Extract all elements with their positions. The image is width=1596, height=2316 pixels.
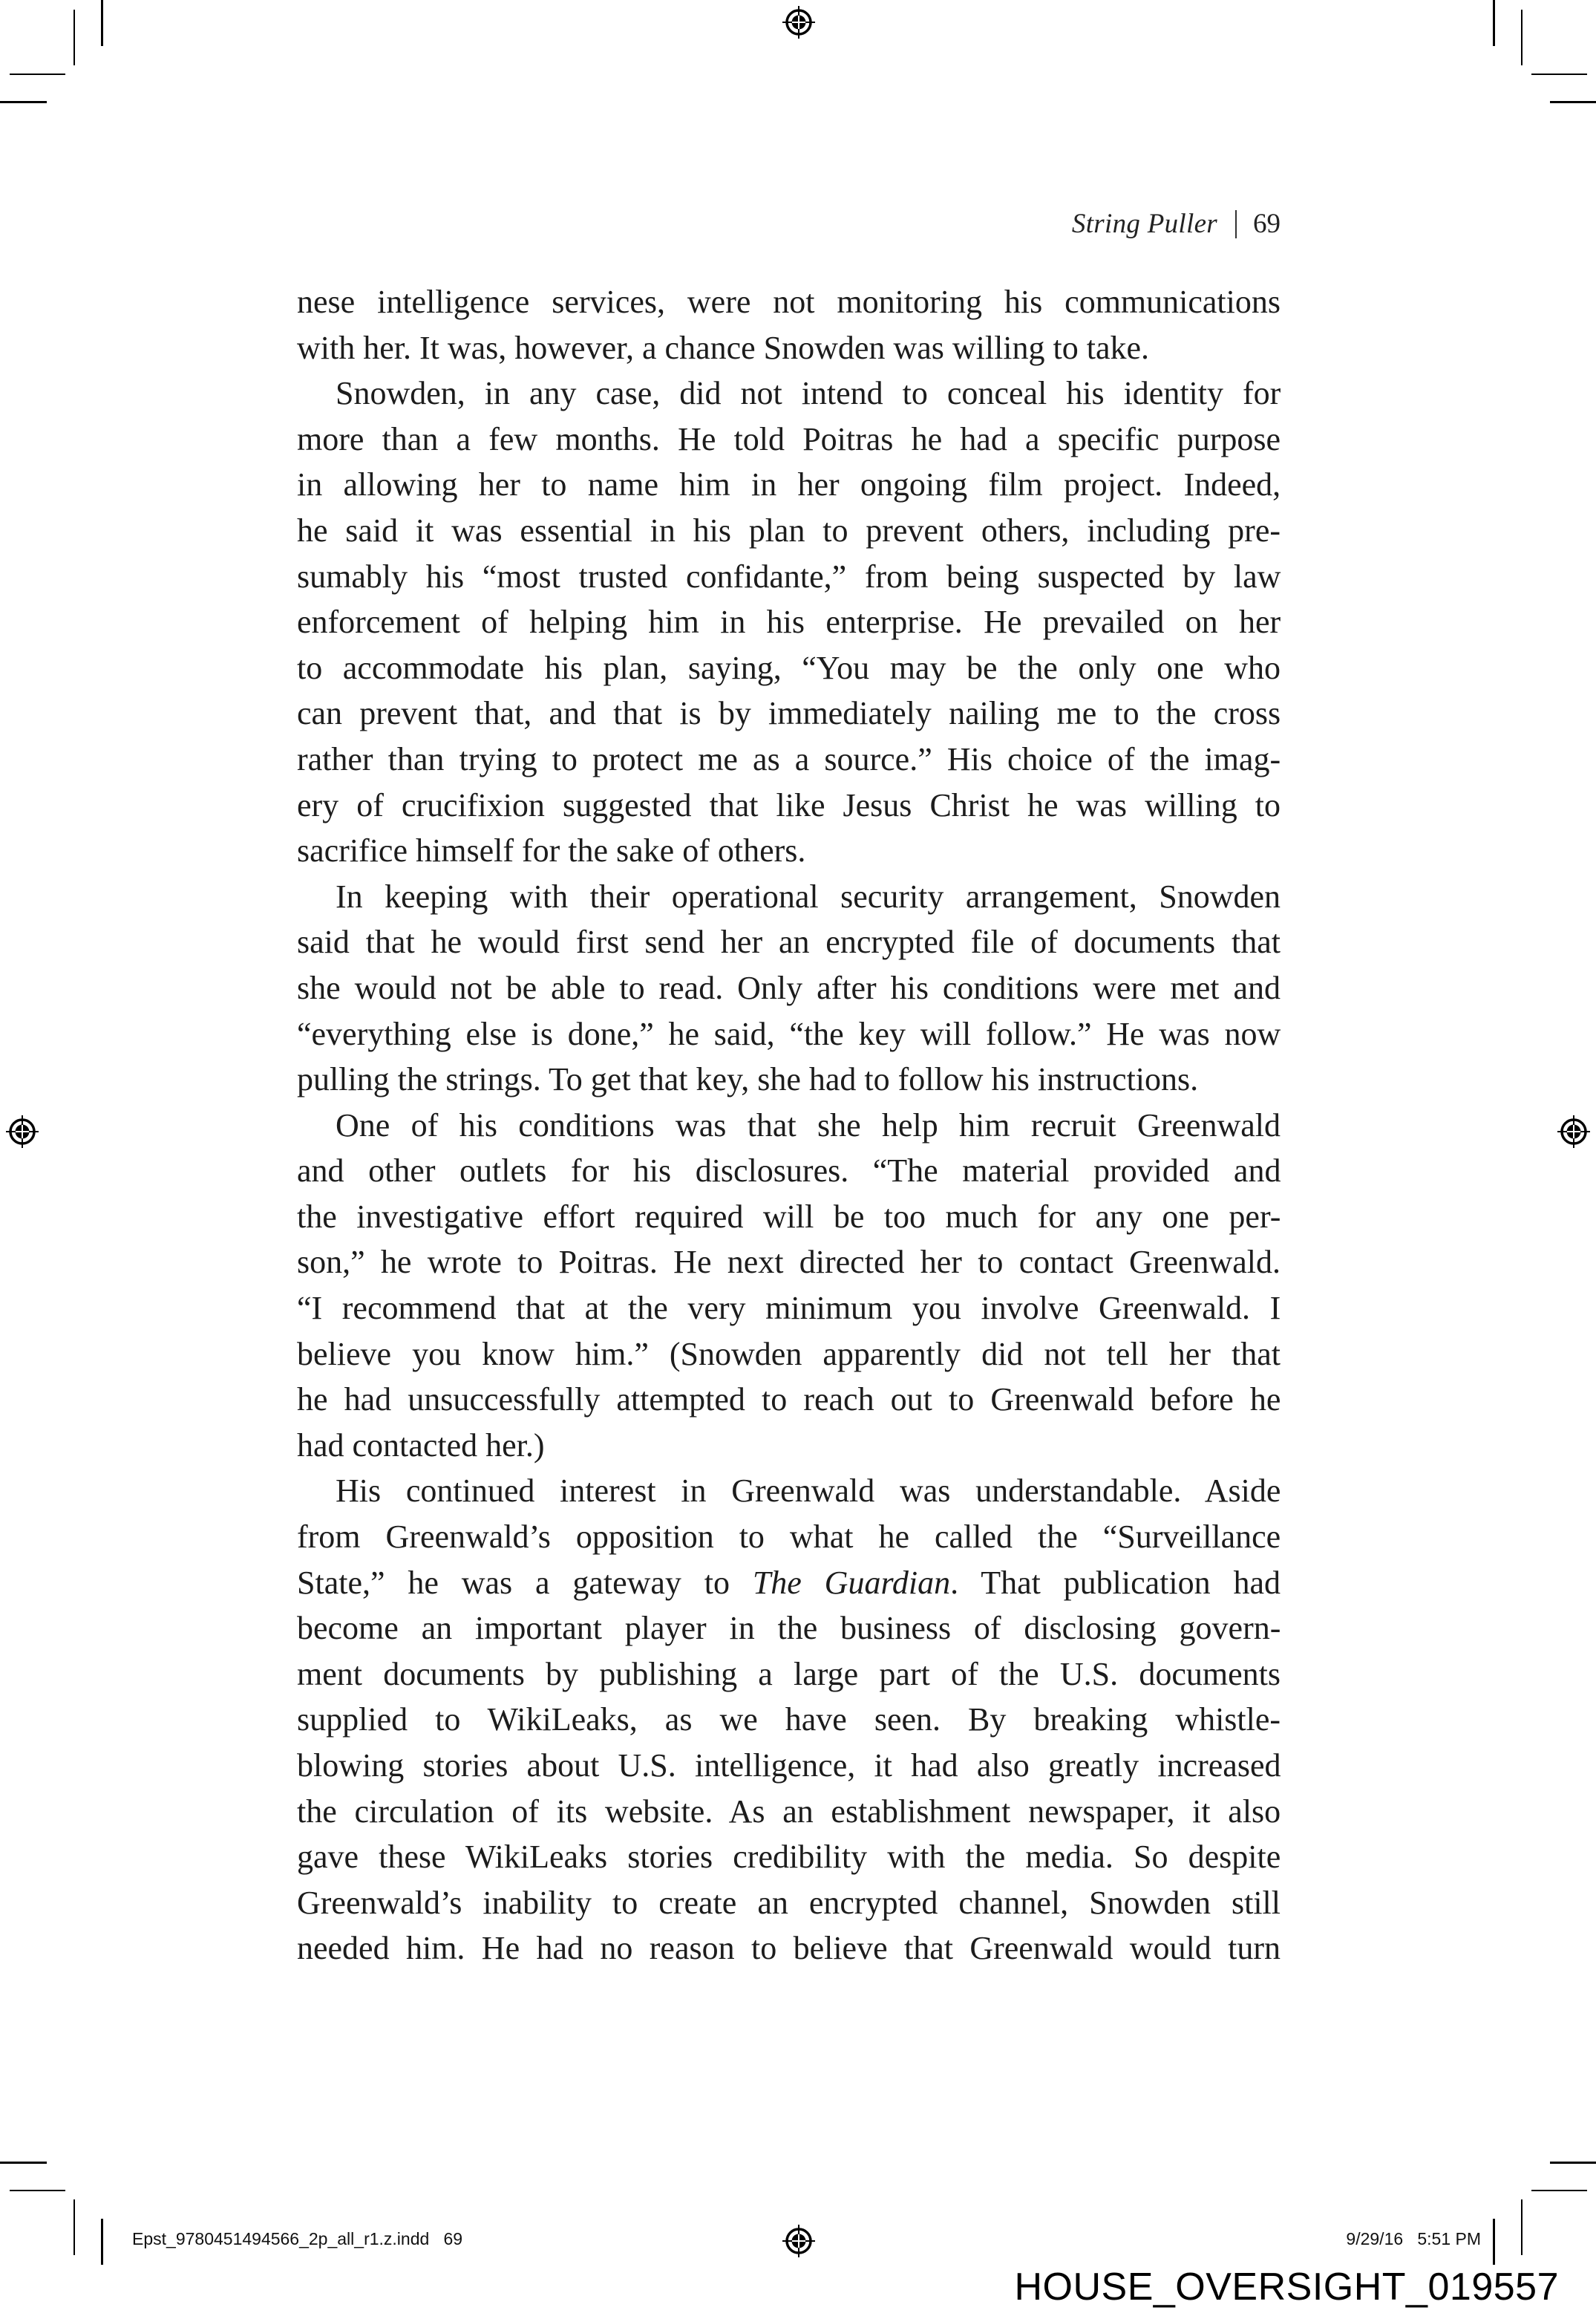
text-line: rather than trying to protect me as a source.” His choice of the imag- (297, 740, 1281, 777)
slug-date: 9/29/16 (1346, 2229, 1404, 2248)
crop-mark-bottom-right-v1 (1521, 2199, 1523, 2255)
crop-mark-bottom-right-v2 (1493, 2219, 1495, 2265)
crosshair-target-icon (6, 1115, 39, 1148)
text-line: Snowden, in any case, did not intend to conceal his identity for (336, 375, 1281, 412)
paragraph (297, 279, 1281, 371)
text-line: can prevent that, and that is by immediately nailing me to the cross (297, 695, 1281, 732)
italic-title: The Guardian (752, 1564, 951, 1601)
running-title: String Puller (1071, 209, 1217, 239)
body-text (297, 279, 1281, 1971)
text-line: she would not be able to read. Only after his conditions were met and (297, 969, 1281, 1006)
text-line: One of his conditions was that she help him recruit Greenwald (336, 1106, 1281, 1144)
text-line: sacrifice himself for the sake of others. (297, 832, 806, 870)
bates-number: HOUSE_OVERSIGHT_019557 (1014, 2266, 1559, 2309)
crop-mark-top-right-h2 (1550, 101, 1596, 103)
crop-mark-bottom-left-h2 (10, 2190, 65, 2191)
text-line: and other outlets for his disclosures. “The material provided and (297, 1152, 1281, 1190)
slug-file-name: Epst_9780451494566_2p_all_r1.z.indd (132, 2229, 430, 2248)
text-line: in allowing her to name him in her ongoing film project. Indeed, (297, 466, 1281, 503)
text-line: the investigative effort required will be too much for any one per- (297, 1198, 1281, 1235)
text-line: blowing stories about U.S. intelligence, it had also greatly increased (297, 1747, 1281, 1784)
text-line: become an important player in the business of disclosing govern- (297, 1610, 1281, 1647)
text-line: His continued interest in Greenwald was understandable. Aside (336, 1472, 1281, 1510)
text-line: supplied to WikiLeaks, as we have seen. By breaking whistle- (297, 1701, 1281, 1738)
text-line: to accommodate his plan, saying, “You may be the only one who (297, 649, 1281, 686)
text-line: nese intelligence services, were not monitoring his communications (297, 284, 1281, 320)
text-line: State,” he was a gateway to The Guardian. That publication had (297, 1564, 1281, 1601)
slug-time: 5:51 PM (1417, 2229, 1481, 2248)
crop-mark-top-right-v2 (1493, 0, 1495, 46)
crosshair-target-icon (1557, 1115, 1590, 1148)
paragraph (297, 1468, 1281, 1971)
crop-mark-bottom-right-h2 (1531, 2190, 1587, 2191)
crosshair-target-icon (782, 6, 815, 39)
slug-file-page: 69 (443, 2229, 463, 2248)
crop-mark-bottom-left-v2 (101, 2219, 103, 2265)
text-line: son,” he wrote to Poitras. He next directed her to contact Greenwald. (297, 1244, 1281, 1281)
text-line: he said it was essential in his plan to prevent others, including pre- (297, 512, 1281, 549)
running-header (1072, 208, 1281, 240)
slug-timestamp (1346, 2229, 1481, 2249)
crop-mark-bottom-right-h1 (1550, 2162, 1596, 2164)
text-line: sumably his “most trusted confidante,” from being suspected by law (297, 558, 1281, 595)
text-line: ery of crucifixion suggested that like Jesus Christ he was willing to (297, 786, 1281, 823)
crop-mark-bottom-left-h1 (0, 2162, 47, 2164)
crosshair-target-icon (782, 2225, 815, 2257)
text-line: “I recommend that at the very minimum you involve Greenwald. I (297, 1290, 1281, 1327)
text-line: In keeping with their operational security arrangement, Snowden (336, 878, 1281, 915)
crop-mark-top-left-v2 (101, 0, 103, 46)
paragraph (297, 1103, 1281, 1469)
crop-mark-top-left-v1 (73, 10, 75, 65)
text-line: the circulation of its website. As an establishment newspaper, it also (297, 1793, 1281, 1830)
slug-file-info (132, 2229, 462, 2249)
text-line: he had unsuccessfully attempted to reach out to Greenwald before he (297, 1381, 1281, 1418)
text-line: “everything else is done,” he said, “the key will follow.” He was now (297, 1015, 1281, 1052)
text-line: gave these WikiLeaks stories credibility with the media. So despite (297, 1839, 1281, 1876)
header-divider (1235, 210, 1237, 238)
text-line: pulling the strings. To get that key, she had to follow his instructions. (297, 1061, 1199, 1098)
text-line: enforcement of helping him in his enterprise. He prevailed on her (297, 604, 1281, 641)
text-line: ment documents by publishing a large part of the U.S. documents (297, 1655, 1281, 1692)
text-line: from Greenwald’s opposition to what he called the “Surveillance (297, 1519, 1281, 1556)
crop-mark-top-right-v1 (1521, 10, 1523, 65)
paragraph (297, 371, 1281, 874)
text-line: had contacted her.) (297, 1426, 545, 1464)
text-line: with her. It was, however, a chance Snowden was willing to take. (297, 329, 1150, 366)
text-line: Greenwald’s inability to create an encrypted channel, Snowden still (297, 1884, 1281, 1921)
text-line: needed him. He had no reason to believe that Greenwald would turn (297, 1930, 1281, 1967)
paragraph (297, 874, 1281, 1103)
text-line: said that he would first send her an encrypted file of documents that (297, 924, 1281, 961)
crop-mark-top-left-h1 (10, 74, 65, 75)
page-number: 69 (1253, 209, 1281, 239)
text-line: more than a few months. He told Poitras he had a specific purpose (297, 420, 1281, 457)
text-line: believe you know him.” (Snowden apparently did not tell her that (297, 1335, 1281, 1372)
crop-mark-bottom-left-v1 (73, 2199, 75, 2255)
crop-mark-top-left-h2 (0, 101, 47, 103)
crop-mark-top-right-h1 (1531, 74, 1587, 75)
